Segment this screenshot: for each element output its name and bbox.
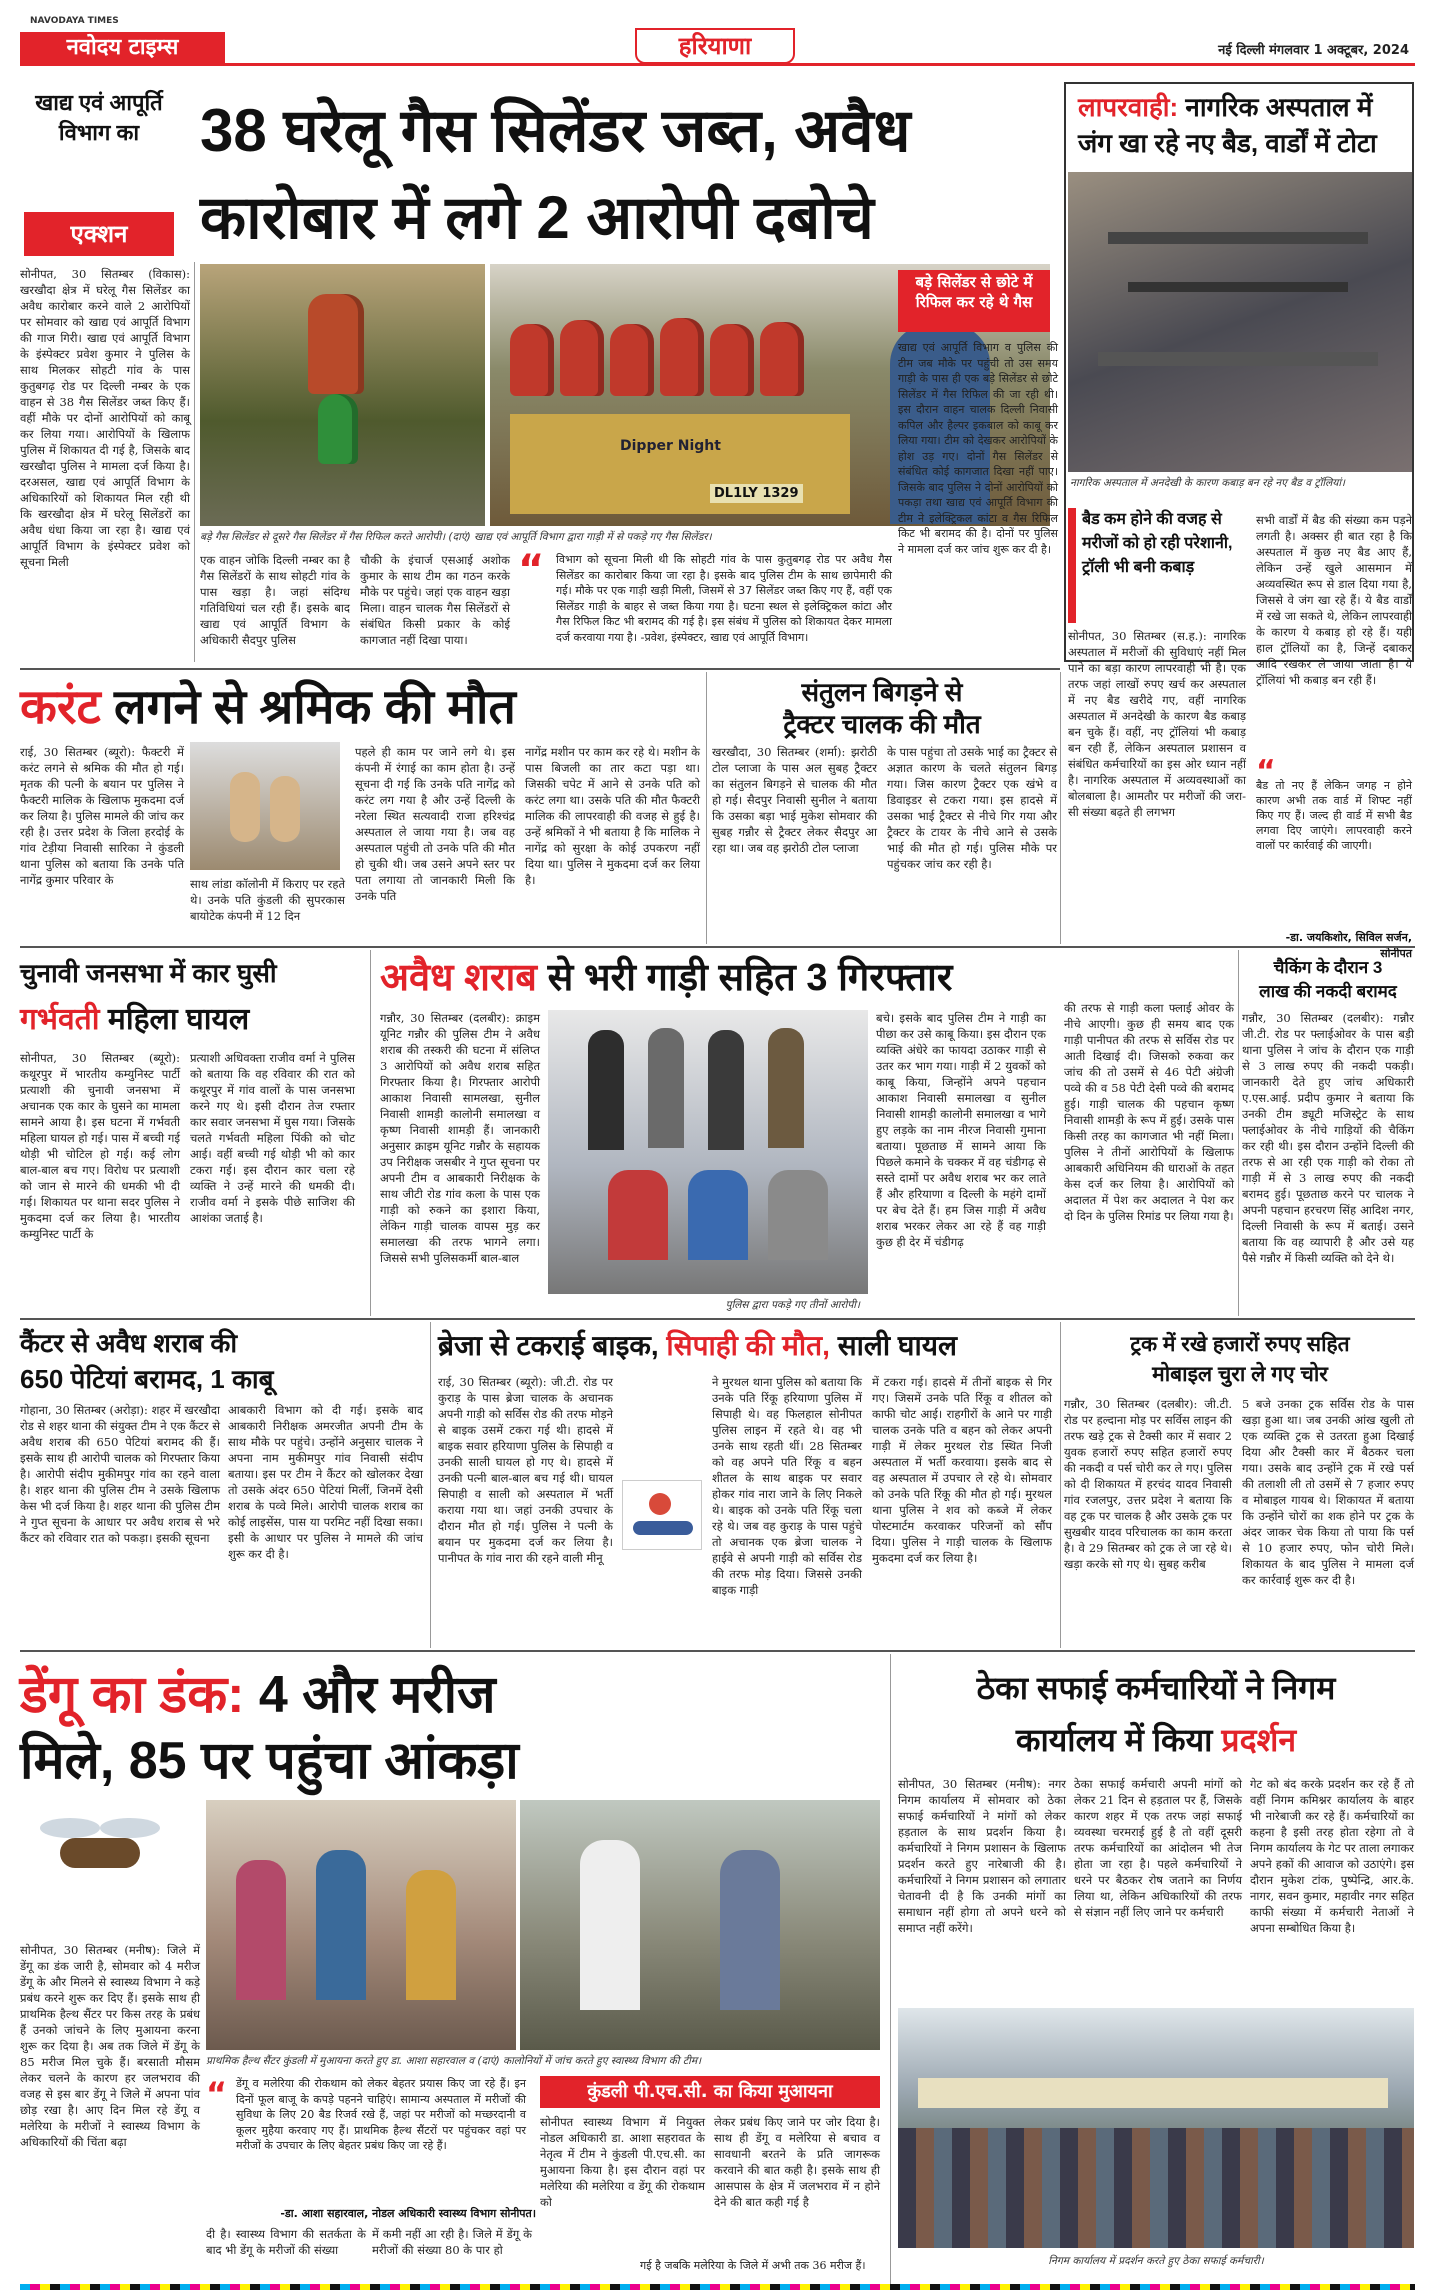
a3-headline-rest: लगने से श्रमिक की मौत bbox=[114, 681, 516, 734]
a6-body-col2: बचे। इसके बाद पुलिस टीम ने गाड़ी का पीछा कर उसे काबू किया। इस दौरान एक व्यक्ति अंधेरे का फायदा उठाकर गाड़ी से उतर कर भाग गया। गाड़ी में 2 युवकों को काबू किया, जिन्होंने अपने पहचान आकाश निवासी समालखा व सुनील निवासी शामड़ी कालोनी समालखा व भागे हुए लड़के का नाम नीरज निवासी गुमाना बताया। पूछताछ में सामने आया कि पिछले कमाने के चक्कर में वह चंडीगढ़ से सस्ते दामों पर अवैध शराब भर कर लाते हैं और हरियाणा व दिल्ली के महंगे दामों पर बेच देते हैं। हम जिस गाड़ी में अवैध शराब भरकर लेकर आ रहे हैं वह गाड़ी कुछ ही देर में चंडीगढ़ bbox=[876, 1011, 1046, 1249]
a8-headline-line1: कैंटर से अवैध शराब की bbox=[20, 1328, 238, 1358]
divider bbox=[20, 1650, 1415, 1652]
a11-body-col2: दी है। स्वास्थ्य विभाग की सतर्कता के बाद भी डेंगू के मरीजों की संख्या bbox=[206, 2227, 366, 2257]
column-rule bbox=[194, 262, 195, 662]
a5-headline-rest: महिला घायल bbox=[107, 1003, 250, 1036]
a12-photo-caption: निगम कार्यालय में प्रदर्शन करते हुए ठेका सफाई कर्मचारी। bbox=[1048, 2255, 1264, 2267]
a1-kicker-tag: एक्शन bbox=[24, 212, 174, 256]
a11-headline-line1 bbox=[20, 1662, 880, 1728]
a2-headline-tag: लापरवाही: bbox=[1078, 92, 1179, 122]
a11-headline-rest: 4 और मरीज bbox=[258, 1666, 496, 1724]
a5-body-col2: प्रत्याशी अधिवक्ता राजीव वर्मा ने पुलिस को बताया कि वह रविवार की रात को कथूरपुर में गांव वालों के पास जनसभा करने गए थे। इसी दौरान तेज रफ्तार कार सवार जनसभा में घुस गया। जिसके चलते गर्भवती महिला पिंकी को चोट आई। वहीं बच्ची गई थोड़ी भी को कार टकरा गई। इस दौरान कार चला रहे व्यक्ति ने उन्हें मारने की धमकी दी। राजीव वर्मा ने इसके पीछे साजिश की आशंका जताई है। bbox=[190, 1051, 355, 1225]
a2-headline-rest: नागरिक अस्पताल में bbox=[1185, 92, 1373, 122]
a11-quote-mark-icon: “ bbox=[206, 2075, 228, 2113]
a9-body-col3: में टकरा गई। हादसे में तीनों बाइक से गिर गए। जिसमें उनके पति रिंकू व शीतल को काफी चोट आई। राहगीरों के आने पर गाड़ी चालक उनके पति व बहन को लेकर अपनी गाड़ी में लेकर मुरथल रोड स्थित निजी अस्पताल में भर्ती करवाया। इसके बाद से वह अस्पताल में उपचार ले रहे थे। सोमवार को उनके पति रिंकू की मौत हो गई। मुरथल थाना पुलिस ने शव को कब्जे में लेकर पोस्टमार्टम करवाकर परिजनों को सौंप दिया। पुलिस ने गाड़ी चालक के खिलाफ मुकदमा दर्ज कर लिया है। bbox=[872, 1375, 1052, 1565]
a3-body-col4: नागेंद्र मशीन पर काम कर रहे थे। मशीन के पास बिजली का तार कटा पड़ा था। जिसकी चपेट में आने से उनके पति को करंट लगा था। उसके पति की मौत फैक्टरी मालिक की लापरवाही की वजह से हुई है। उन्हें श्रमिकों ने भी बताया है कि मालिक ने नागेंद्र को सुरक्षा के कोई उपकरण नहीं दिया था। पुलिस ने मुकदमा दर्ज कर लिया है। bbox=[525, 745, 700, 887]
a11-body-col1: सोनीपत, 30 सितम्बर (मनीष): जिले में डेंगू का डंक जारी है, सोमवार को 4 मरीज डेंगू के और मिलने से स्वास्थ्य विभाग ने कड़े प्रबंध करने शुरू कर दिए हैं। इसके साथ ही प्राथमिक हैल्थ सैंटर पर किस तरह के प्रबंध हैं उनको जांचने के लिए मुआयना करना शुरू कर दिया है। अब तक जिले में डेंगू के 85 मरीज मिल चुके हैं। बरसाती मौसम लेकर चलने के कारण हर जलभराव की वजह से इस बार डेंगू ने जिले में अपना पांव छोड़ रखा है। आए दिन मिल रहे डेंगू व मलेरिया के मरीजों ने स्वास्थ्य विभाग के अधिकारियों की चिंता बढ़ा bbox=[20, 1943, 200, 2149]
a2-headline-line1 bbox=[1078, 90, 1408, 124]
column-rule bbox=[890, 1654, 891, 2284]
print-color-bar bbox=[20, 2284, 1415, 2290]
a8-headline-line2: 650 पेटियां बरामद, 1 काबू bbox=[20, 1364, 274, 1394]
a2-quote-mark-icon: “ bbox=[1256, 754, 1276, 789]
column-rule bbox=[706, 672, 707, 944]
a10-headline-line1: ट्रक में रखे हजारों रुपए सहित bbox=[1130, 1333, 1350, 1356]
a6-photo-accused bbox=[548, 1010, 868, 1294]
a2-quote-text: बैड तो नए हैं लेकिन जगह न होने कारण अभी तक वार्ड में शिफ्ट नहीं किए गए हैं। जल्द ही वार्ड में सभी बैड लगवा दिए जाएंगे। लापरवाही करने वालों पर कार्रवाई की जाएगी। bbox=[1256, 779, 1412, 852]
gas-cylinder-small bbox=[318, 394, 358, 464]
a3-body-col3: पहले ही काम पर जाने लगे थे। इस कंपनी में रंगाई का काम होता है। उन्हें सूचना दी गई कि उनके पति नागेंद्र को करंट लग गया है और उन्हें दिल्ली के नरेला स्थित सत्यवादी राजा हरिश्चंद्र अस्पताल ले जाया गया है। जब वह अस्पताल पहुंची तो उनके पति की मौत हो चुकी थी। जब उसने अपने स्तर पर पता लगाया तो जानकारी मिली कि उनके पति bbox=[355, 745, 515, 903]
a2-subhead: बैड कम होने की वजह से मरीजों को हो रही परेशानी, ट्रॉली भी बनी कबाड़ bbox=[1082, 511, 1233, 576]
gas-cylinder-large bbox=[308, 294, 364, 394]
a6-body-col1: गन्नौर, 30 सितम्बर (दलबीर): क्राइम यूनिट गन्नौर की पुलिस टीम ने अवैध शराब की तस्करी की घटना में संलिप्त 3 आरोपियों को अवैध शराब सहित गिरफ्तार किया है। गिरफ्तार आरोपी आकाश निवासी सामलखा, सुनील निवासी शामड़ी कालोनी समालखा व कृष्ण निवासी शामड़ी हैं। जानकारी अनुसार क्राइम यूनिट गन्नौर के सहायक उप निरीक्षक जसबीर ने गुप्त सूचना पर अपनी टीम व आबकारी निरीक्षक के साथ जीटी रोड गांव कला के पास एक गाड़ी को रुकने का इशारा किया, लेकिन गाड़ी चालक वापस मुड़ कर समालखा की तरफ भागने लगा। जिससे सभी पुलिसकर्मी बाल-बाल bbox=[380, 1011, 540, 1265]
truck-text: Dipper Night bbox=[620, 438, 721, 454]
a9-headline-rest: साली घायल bbox=[837, 1330, 957, 1361]
a8-body-col2: आबकारी विभाग को दी गई। इसके बाद आबकारी निरीक्षक अमरजीत अपनी टीम के साथ मौके पर पहुंचे। उन्होंने अनुसार चालक ने अपना नाम मुकीमपुर गांव निवासी संदीप बताया। इस पर टीम ने कैंटर को खोलकर देखा तो उसके अंदर 650 पेटियां मिलीं, जिनमें देसी शराब के पव्वे मिले। आरोपी चालक शराब का कोई लाइसेंस, पास या परमिट नहीं दिखा सका। इसी के आधार पर पुलिस ने मामले की जांच शुरू कर दी है। bbox=[228, 1403, 423, 1561]
a1-photo-caption: बड़े गैस सिलेंडर से दूसरे गैस सिलेंडर में गैस रिफिल करते आरोपी। (दाएं) खाद्य एवं आपूर्ति विभाग द्वारा गाड़ी में से पकड़े गए गैस सिलेंडर। bbox=[200, 531, 712, 543]
a11-sub-text3: गई है जबकि मलेरिया के जिले में अभी तक 36 मरीज हैं। bbox=[640, 2259, 866, 2272]
a1-quote-text: विभाग को सूचना मिली थी कि सोहटी गांव के पास कुतुबगढ़ रोड पर अवैध गैस सिलेंडर का कारोबार किया जा रहा है। इसके बाद पुलिस टीम के साथ छापेमारी की गई। मौके पर एक गाड़ी खड़ी मिली, जिसमें से 37 सिलेंडर जब्त किए गए हैं, वहीं एक सिलेंडर गाड़ी के बाहर से जब्त किया गया है। घटना स्थल से इलेक्ट्रिकल कांटा और गैस रिफिल किट भी बरामद की गई है। इस संबंध में पुलिस को शिकायत देकर मामला दर्ज करवाया गया है। -प्रवेश, इंस्पेक्टर, खाद्य एवं आपूर्ति विभाग। bbox=[556, 553, 892, 644]
a9-body-col2: ने मुरथल थाना पुलिस को बताया कि उनके पति रिंकू हरियाणा पुलिस में सिपाही थे। वह फिलहाल सोनीपत पुलिस लाइन में रहते थे। वह भी उनके साथ रहती थीं। 28 सितम्बर को वह अपने पति रिंकू व बहन शीतल के साथ बाइक पर सवार होकर गांव नारा जाने के लिए निकले थे। बाइक को उनके पति रिंकू चला रहे थे। जब वह कुराड़ के पास पहुंचे तो अचानक एक ब्रेजा चालक ने हाईवे से अपनी गाड़ी को सर्विस रोड की तरफ मोड़ दिया। जिससे उनकी बाइक गाड़ी bbox=[712, 1375, 862, 1597]
a9-accident-illustration bbox=[622, 1480, 702, 1550]
a2-photo-caption: नागरिक अस्पताल में अनदेखी के कारण कबाड़ बन रहे नए बैड व ट्रॉलियां। bbox=[1070, 477, 1346, 489]
a3-headline-red: करंट bbox=[20, 681, 101, 734]
truck-number-plate: DL1LY 1329 bbox=[710, 484, 803, 503]
a1-headline-line2: कारोबार में लगे 2 आरोपी दबोचे bbox=[200, 184, 874, 251]
a11-sub-text2: लेकर प्रबंध किए जाने पर जोर दिया है। साथ ही डेंगू व मलेरिया से बचाव व सावधानी बरतने के प्रति जागरूक करवाने की बात कही है। इसके साथ ही आसपास के क्षेत्र में जलभराव में न होने देने की बात कही गई है bbox=[714, 2115, 880, 2209]
a3-headline bbox=[20, 678, 740, 738]
a3-body-col1: राई, 30 सितम्बर (ब्यूरो): फैक्टरी में करंट लगने से श्रमिक की मौत हो गई। मृतक की पत्नी के बयान पर पुलिस ने फैक्टरी मालिक के खिलाफ मुकदमा दर्ज कर लिया है। पुलिस मामले की जांच कर रही है। उत्तर प्रदेश के जिला हरदोई के गांव टेड़ीया निवासी सारिका ने कुंडली थाना पुलिस को बताया कि उनके पति नागेंद्र कुमार परिवार के bbox=[20, 745, 184, 887]
a3-body-col2: साथ लांडा कॉलोनी में किराए पर रहते थे। उनके पति कुंडली की सुपरकास बायोटेक कंपनी में 12 दिन bbox=[190, 877, 345, 923]
a4-body-col2: के पास पहुंचा तो उसके भाई का ट्रैक्टर से अज्ञात कारण के चलते संतुलन बिगड़ गया। जिस कारण ट्रैक्टर एक खंभे व डिवाइडर से टकरा गया। इस हादसे में उसका भाई ट्रैक्टर से नीचे गिर गया और ट्रैक्टर के टायर के नीचे आने से उसके भाई की मौत हो गई। पुलिस मौके पर पहुंचकर जांच कर रही है। bbox=[887, 745, 1057, 871]
a9-headline bbox=[438, 1326, 1058, 1366]
a6-headline bbox=[380, 952, 1060, 1004]
a8-body-col1: गोहाना, 30 सितम्बर (अरोड़ा): शहर में खरखौदा रोड से शहर थाना की संयुक्त टीम ने एक कैंटर से अवैध शराब की 650 पेटियां बरामद की हैं। इसके साथ ही आरोपी चालक को गिरफ्तार किया है। आरोपी संदीप मुकीमपुर गांव का रहने वाला है। शहर थाना की पुलिस टीम ने उसके खिलाफ केस भी दर्ज किया है। शहर थाना की पुलिस टीम ने गुप्त सूचना के आधार पर अवैध शराब से भरे कैंटर को रविवार रात को पकड़ा। इसकी सूचना bbox=[20, 1403, 220, 1545]
a7-headline-line2: लाख की नकदी बरामद bbox=[1259, 982, 1397, 1001]
a4-headline-line1: संतुलन बिगड़ने से bbox=[801, 677, 963, 707]
divider bbox=[20, 1318, 1415, 1320]
a2-headline-line2: जंग खा रहे नए बैड, वार्डों में टोटा bbox=[1078, 128, 1377, 158]
a7-body-col1: गन्नौर, 30 सितम्बर (दलबीर): गन्नौर जी.टी. रोड पर फ्लाईओवर के पास बड़ी थाना पुलिस ने जांच के दौरान एक गाड़ी से 3 लाख रुपए की नकदी पकड़ी। जानकारी देते हुए जांच अधिकारी ए.एस.आई. प्रदीप कुमार ने बताया कि उनकी टीम ड्यूटी मजिस्ट्रेट के साथ फ्लाईओवर के नीचे गाड़ियों की चैकिंग कर रही थी। इस दौरान उन्होंने दिल्ली की तरफ से आ रही एक गाड़ी को रोका तो गाड़ी में से 3 लाख रुपए की नकदी बरामद हुई। पूछताछ करने पर चालक ने अपनी पहचान हरचरण सिंह आदिश नगर, दिल्ली निवासी के रूप में बताई। उसने बताया कि वह व्यापारी है और उसे यह पैसे गन्नौर में किसी व्यक्ति को देने थे। bbox=[1242, 1011, 1414, 1265]
a12-body-col3: गेट को बंद करके प्रदर्शन कर रहे हैं तो वहीं निगम कमिश्नर कार्यालय के बाहर भी नारेबाजी कर रहे हैं। कर्मचारियों का कहना है इसी तरह होता रहेगा तो वे निगम कार्यालय के गेट पर ताला लगाकर अपने हकों की आवाज को उठाएंगे। इस दौरान मुकेश टांक, पुष्पेन्द्रि, आर.के. नागर, सवन कुमार, महावीर नगर सहित काफी संख्या में कर्मचारी नेताओं ने अपना सम्बोधित किया है। bbox=[1250, 1777, 1415, 1935]
newspaper-logo: नवोदय टाइम्स bbox=[20, 32, 225, 64]
a6-headline-rest: से भरी गाड़ी सहित 3 गिरफ्तार bbox=[547, 957, 953, 999]
a12-body-col1: सोनीपत, 30 सितम्बर (मनीष): नगर निगम कार्यालय में सोमवार को ठेका सफाई कर्मचारियों ने मांगों को लेकर हड़ताल के साथ प्रदर्शन किया है। कर्मचारियों ने निगम प्रशासन के खिलाफ प्रदर्शन करते हुए नारेबाजी की है। कर्मचारियों ने निगम प्रशासन को लगातार चेतावनी दी है कि उनकी मांगों का समाधान नहीं होगा तो अपने धरने को समाप्त नहीं करेंगे। bbox=[898, 1777, 1066, 1935]
a11-headline-line2: मिले, 85 पर पहुंचा आंकड़ा bbox=[20, 1732, 519, 1790]
a12-headline-line2 bbox=[898, 1716, 1414, 1764]
a2-quote-by: -डा. जयकिशोर, सिविल सर्जन, सोनीपत bbox=[1285, 931, 1412, 960]
a11-quote-by: -डा. आशा सहारवाल, नोडल अधिकारी स्वास्थ्य विभाग सोनीपत। bbox=[280, 2207, 536, 2220]
a5-headline-red: गर्भवती bbox=[20, 1003, 100, 1036]
dateline: नई दिल्ली मंगलवार 1 अक्टूबर, 2024 bbox=[1218, 43, 1409, 58]
quote-mark-icon: “ bbox=[518, 547, 545, 593]
a11-sub-tag: कुंडली पी.एच.सी. का किया मुआयना bbox=[540, 2076, 880, 2108]
a10-headline-line2: मोबाइल चुरा ले गए चोर bbox=[1152, 1363, 1328, 1386]
column-rule bbox=[1060, 1322, 1061, 1648]
protest-banner bbox=[918, 2078, 1388, 2108]
a1-photo-refill bbox=[200, 264, 485, 526]
a1-headline-line1: 38 घरेलू गैस सिलेंडर जब्त, अवैध bbox=[200, 97, 911, 164]
a9-headline-l1: ब्रेजा से टकराई बाइक, bbox=[438, 1330, 659, 1361]
column-rule bbox=[1238, 950, 1239, 1316]
column-rule bbox=[370, 950, 371, 1316]
protest-crowd bbox=[898, 2128, 1414, 2248]
a2-photo-beds bbox=[1068, 172, 1412, 472]
mosquito-illustration bbox=[20, 1798, 180, 1936]
column-rule bbox=[430, 1322, 431, 1648]
a4-headline-line2: ट्रैक्टर चालक की मौत bbox=[783, 709, 981, 739]
a12-headline-rest: कार्यालय में किया bbox=[1015, 1722, 1213, 1758]
a11-sub-text: सोनीपत स्वास्थ्य विभाग में नियुक्त नोडल अधिकारी डा. आशा सहरावत के नेतृत्व में टीम ने कुंडली पी.एच.सी. का मुआयना किया है। इस दौरान वहां पर मलेरिया की मलेरिया व डेंगू की रोकथाम को bbox=[540, 2115, 705, 2209]
a5-body-col1: सोनीपत, 30 सितम्बर (ब्यूरो): कथूरपुर में भारतीय कम्युनिस्ट पार्टी प्रत्याशी की चुनावी जनसभा में अचानक एक कार के घुसने का मामला सामने आया है। इस घटना में गर्भवती महिला घायल हो गई। पास में बच्ची गई थोड़ी भी चोटिल हो गई। कई लोग बाल-बाल बच गए। विरोध पर प्रत्याशी को जान से मारने की धमकी भी दी गई। शिकायत पर थाना सदर पुलिस ने मुकदमा दर्ज कर लिया है। भारतीय कम्युनिस्ट पार्टी के bbox=[20, 1051, 180, 1241]
a11-quote-text: डेंगू व मलेरिया की रोकथाम को लेकर बेहतर प्रयास किए जा रहे हैं। इन दिनों फूल बाजू के कपड़े पहनने चाहिएं। सामान्य अस्पताल में मरीजों की सुविधा के लिए 20 बैड रिजर्व रखे हैं, जहां पर मरीजों को मच्छरदानी व कूलर मुहैया करवाए गए हैं। प्राथमिक हैल्थ सैंटरों पर पहुंचकर वहां पर मरीजों के उपचार के लिए बेहतर प्रबंध किए जा रहे हैं। bbox=[236, 2077, 526, 2152]
a11-photo-caption: प्राथमिक हैल्थ सैंटर कुंडली में मुआयना करते हुए डा. आशा सहारवाल व (दाएं) कालोनियों में जांच करते हुए स्वास्थ्य विभाग की टीम। bbox=[206, 2055, 702, 2067]
a10-body-col2: 5 बजे उनका ट्रक सर्विस रोड के पास खड़ा हुआ था। जब उनकी आंख खुली तो एक व्यक्ति ट्रक से उतरता हुआ दिखाई दिया और टैक्सी कार में बैठकर चला गया। उसके बाद उन्होंने ट्रक में रखे पर्स की तलाशी ली तो उसमें से 7 हजार रुपए व मोबाइल गायब थे। शिकायत में बताया कि उन्होंने चोरों का शक होने पर ट्रक के अंदर जाकर चेक किया तो पाया कि पर्स से 10 हजार रुपए, फोन चोरी मिले। शिकायत के बाद पुलिस ने मामला दर्ज कर कार्रवाई शुरू कर दी है। bbox=[1242, 1397, 1414, 1587]
a6-body-col3: की तरफ से गाड़ी कला फ्लाई ओवर के नीचे आएगी। कुछ ही समय बाद एक गाड़ी पानीपत की तरफ से सर्विस रोड पर आती दिखाई दी। जिसको रुकवा कर जांच की तो उसमें से 46 पेटी अंग्रेजी पव्वे की व 58 पेटी देसी पव्वे की बरामद हुई। गाड़ी चालक की पहचान कृष्ण निवासी शामड़ी के रूप में हुई। उसके पास किसी तरह का कागजात भी नहीं मिला। पुलिस ने तीनों आरोपियों के खिलाफ आबकारी अधिनियम की धाराओं के तहत केस दर्ज कर लिया है। आरोपियों को अदालत में पेश कर अदालत ने पेश कर दो दिन के पुलिस रिमांड पर लिया गया है। bbox=[1064, 1001, 1234, 1223]
a1-body-col3: चौकी के इंचार्ज एसआई अशोक कुमार के साथ टीम का गठन करके मौके पर पहुंचे। जहां एक वाहन खड़ा मिला। वाहन चालक गैस सिलेंडरों से संबंधित किसी प्रकार के कोई कागजात नहीं दिखा पाया। bbox=[360, 553, 510, 647]
divider bbox=[20, 668, 1060, 670]
a9-headline-red: सिपाही की मौत, bbox=[666, 1330, 830, 1361]
a2-body-col2: सभी वार्डों में बैड की संख्या कम पड़ने लगती है। अक्सर ही बात रहा है कि अस्पताल में कुछ नए बैड आए हैं, लेकिन उन्हें खुले आसमान में अव्यवस्थित रूप से डाल दिया गया है, जिससे वे जंग खा रहे हैं। ये बैड वार्डों में रखे जा सकते थे, लेकिन लापरवाही के कारण ये कबाड़ हो रहे हैं। यही हाल ट्रॉलियों का है, जिन्हें दबाकर आदि रखकर ले जाया जाता है। ये ट्रॉलियां भी कबाड़ बन रही हैं। bbox=[1256, 513, 1412, 687]
a9-body-col1: राई, 30 सितम्बर (ब्यूरो): जी.टी. रोड पर कुराड़ के पास ब्रेजा चालक के अचानक अपनी गाड़ी को सर्विस रोड की तरफ मोड़ने से बाइक उसमें टकरा गई थी। हादसे में बाइक सवार हरियाणा पुलिस के सिपाही व उनकी साली घायल हो गए थे। हादसे में उनकी पत्नी बाल-बाल बच गई थी। घायल सिपाही व साली को अस्पताल में भर्ती कराया गया था। जहां उनकी उपचार के दौरान मौत हो गई। पुलिस ने पत्नी के बयान पर मुकदमा दर्ज कर लिया है। पानीपत के गांव नारा की रहने वाली मीनू bbox=[438, 1375, 613, 1565]
a5-headline-line1: चुनावी जनसभा में कार घुसी bbox=[20, 958, 277, 988]
a1-body-col1: सोनीपत, 30 सितम्बर (विकास): खरखौदा क्षेत्र में घरेलू गैस सिलेंडर का अवैध कारोबार करने वाले 2 आरोपियों पर सोमवार को खाद्य एवं आपूर्ति विभाग की गाज गिरी। खाद्य एवं आपूर्ति विभाग के इंस्पेक्टर प्रवेश कुमार ने पुलिस के साथ मिलकर सोहटी गांव के पास कुतुबगढ़ रोड पर दिल्ली नम्बर के एक वाहन से 38 गैस सिलेंडर जब्त किए हैं। वहीं मौके पर दोनों आरोपियों को काबू कर लिया गया। आरोपियों के खिलाफ पुलिस में शिकायत दी गई है, जिसके बाद खरखौदा पुलिस ने मामला दर्ज किया है। दरअसल, खाद्य एवं आपूर्ति विभाग के अधिकारियों को शिकायत मिल रही थी कि खरखौदा क्षेत्र में घरेलू सिलेंडरों का अवैध धंधा किया जा रहा है। खाद्य एवं आपूर्ति विभाग के इंस्पेक्टर प्रवेश को सूचना मिली bbox=[20, 267, 190, 569]
a5-headline-line2 bbox=[20, 1000, 360, 1040]
a7-headline-line1: चैकिंग के दौरान 3 bbox=[1273, 958, 1383, 977]
a11-body-col3: में कमी नहीं आ रही है। जिले में डेंगू के मरीजों की संख्या 80 के पार हो bbox=[372, 2227, 532, 2257]
masthead-small-label: NAVODAYA TIMES bbox=[30, 16, 119, 26]
a2-body-col1: सोनीपत, 30 सितम्बर (स.ह.): नागरिक अस्पताल में मरीजों की सुविधाएं नहीं मिल पाने का बड़ा कारण लापरवाही भी है। एक तरफ जहां लाखों रुपए खर्च कर अस्पताल में नए बैड खरीदे गए, वहीं नागरिक अस्पताल में अनदेखी के कारण बैड कबाड़ बन चुके हैं। वहीं, नए ट्रॉलियां भी कबाड़ बन रही हैं, लेकिन अस्पताल प्रशासन व संबंधित कर्मचारियों का इस ओर ध्यान नहीं है। नागरिक अस्पताल में अव्यवस्थाओं का बोलबाला है। आमतौर पर मरीजों की जरा-सी संख्या बढ़ते ही लगभग bbox=[1068, 629, 1246, 819]
truck-tailgate bbox=[510, 414, 850, 514]
a3-photo-feet bbox=[190, 742, 340, 870]
a1-side-tag: बड़े सिलेंडर से छोटे में रिफिल कर रहे थे गैस bbox=[898, 270, 1050, 332]
a6-headline-red: अवैध शराब bbox=[380, 957, 538, 999]
a11-headline-red: डेंगू का डंक: bbox=[20, 1666, 245, 1724]
a10-body-col1: गन्नौर, 30 सितम्बर (दलबीर): जी.टी. रोड पर हल्दाना मोड़ पर सर्विस लाइन की तरफ खड़े ट्रक से टैक्सी कार में सवार 2 युवक हजारों रुपए सहित हजारों रुपए की नकदी व पर्स चोरी कर ले गए। पुलिस को दी शिकायत में हरचंद यादव निवासी गांव रजलपुर, उत्तर प्रदेश ने बताया कि वह ट्रक पर चालक है और उसके ट्रक पर सुखबीर यादव परिचालक का काम करता है। वे 29 सितम्बर को ट्रक ले जा रहे थे। खड़ा करके सो गए थे। सुबह करीब bbox=[1064, 1397, 1232, 1571]
a6-photo-caption: पुलिस द्वारा पकड़े गए तीनों आरोपी। bbox=[725, 1299, 860, 1311]
divider bbox=[20, 946, 1415, 948]
a1-body-col2: एक वाहन जोकि दिल्ली नम्बर का है गैस सिलेंडरों के साथ सोहटी गांव के पास खड़ा है। जहां संदिग्ध गतिविधियां चल रही हैं। इसके बाद खाद्य एवं आपूर्ति विभाग के अधिकारी सैदपुर पुलिस bbox=[200, 553, 350, 647]
a12-body-col2: ठेका सफाई कर्मचारी अपनी मांगों को लेकर 21 दिन से हड़ताल पर हैं, जिसके कारण शहर में एक तरफ जहां सफाई व्यवस्था चरमराई हुई है तो वहीं दूसरी तरफ कर्मचारियों का आंदोलन भी तेज होता जा रहा है। पहले कर्मचारियों ने धरने पर बैठकर रोष जताने का निर्णय लिया था, लेकिन अधिकारियों की तरफ से संज्ञान नहीं लिए जाने पर कर्मचारी bbox=[1074, 1777, 1242, 1919]
a4-body-col1: खरखौदा, 30 सितम्बर (शर्मा): झरोठी टोल प्लाजा के पास अल सुबह ट्रैक्टर का संतुलन बिगड़ने से चालक की मौत हो गई। सैदपुर निवासी सुनील ने बताया कि उसका बड़ा भाई मुकेश सोमवार की सुबह गन्नौर से ट्रैक्टर लेकर सैदपुर आ रहा था। जब वह झरोठी टोल प्लाजा bbox=[712, 745, 877, 855]
a12-photo-protest bbox=[898, 2008, 1414, 2248]
a1-side-text: खाद्य एवं आपूर्ति विभाग व पुलिस की टीम जब मौके पर पहुंची तो उस समय गाड़ी के पास ही एक बड़े सिलेंडर से छोटे सिलेंडर में गैस रिफिल की जा रही थी। इस दौरान वाहन चालक दिल्ली निवासी कपिल और हैल्पर इकबाल को काबू कर लिया गया। टीम को देखकर आरोपियों के होश उड़ गए। दोनों गैस सिलेंडर से संबंधित कोई कागजात दिखा नहीं पाए। जिसके बाद पुलिस ने दोनों आरोपियों को पकड़ा तथा खाद्य एवं आपूर्ति विभाग की टीम ने इलेक्ट्रिकल कांटा व गैस रिफिल किट भी बरामद की है। दोनों पर पुलिस ने मामला दर्ज कर जांच शुरू कर दी है। bbox=[898, 341, 1058, 556]
a2-subhead-box bbox=[1068, 508, 1248, 623]
section-title: हरियाणा bbox=[635, 28, 795, 64]
column-rule bbox=[1060, 672, 1061, 944]
a12-headline-line1: ठेका सफाई कर्मचारियों ने निगम bbox=[976, 1670, 1336, 1706]
a11-photo-colony bbox=[520, 1800, 880, 2050]
a1-kicker: खाद्य एवं आपूर्ति विभाग का bbox=[35, 90, 163, 145]
a11-photo-phc bbox=[206, 1800, 516, 2050]
a12-headline-red: प्रदर्शन bbox=[1221, 1722, 1297, 1758]
